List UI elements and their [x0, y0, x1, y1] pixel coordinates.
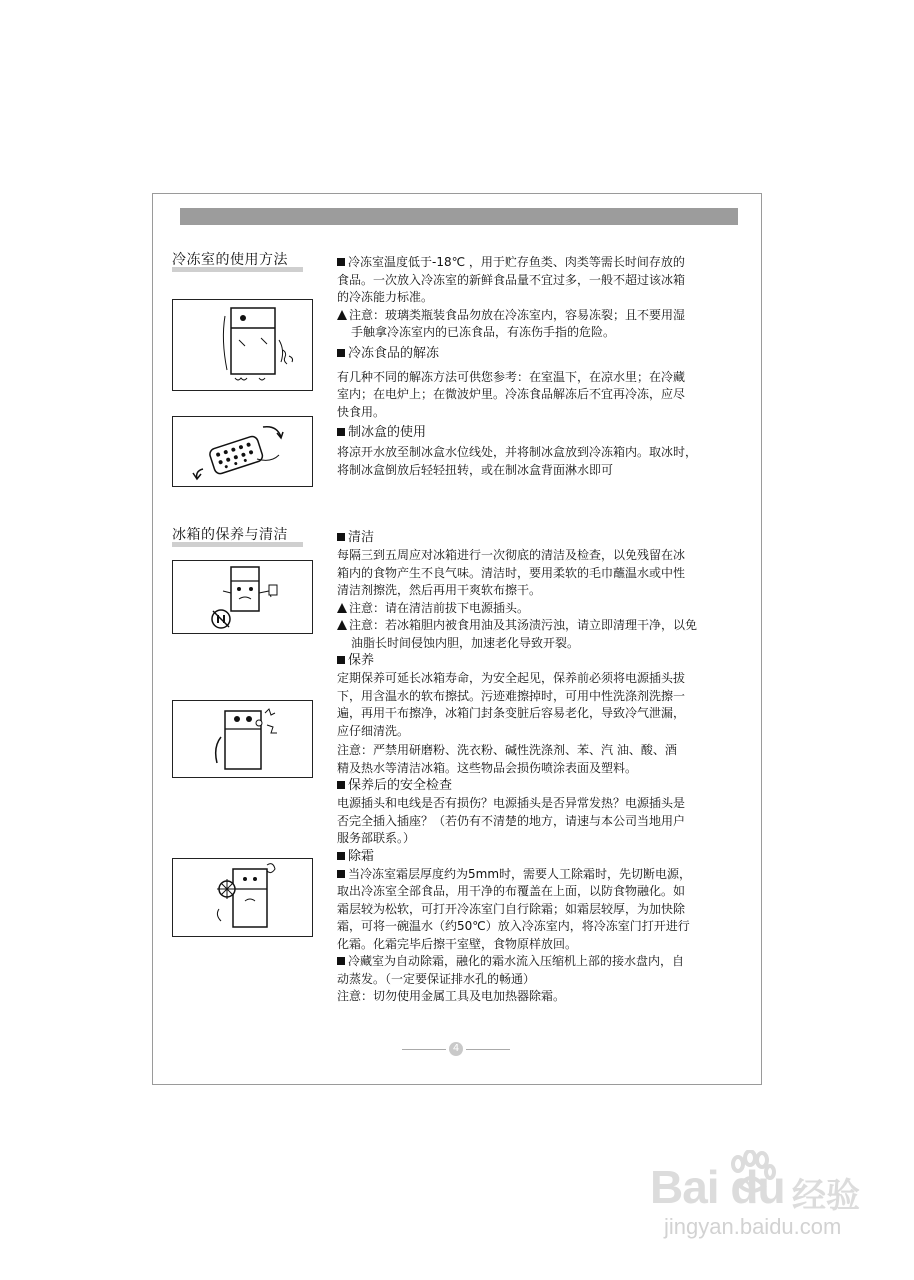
thaw-heading: 冷冻食品的解冻	[348, 345, 440, 361]
illustration-fridge-freezer	[172, 299, 313, 391]
watermark-url: jingyan.baidu.com	[664, 1214, 842, 1239]
illustration-cleaning-unplug	[172, 560, 313, 634]
unplug-icon	[173, 561, 312, 633]
page-number	[402, 1042, 510, 1058]
bullet-square-icon	[337, 656, 345, 664]
bullet-square-icon	[337, 870, 345, 878]
ice-tray-icon	[173, 417, 312, 486]
bullet-square-icon	[337, 533, 345, 541]
bullet-square-icon	[337, 428, 345, 436]
fridge-icon	[173, 300, 312, 390]
defrost-fridge-icon	[173, 859, 312, 936]
ice-tray-heading: 制冰盒的使用	[348, 425, 427, 440]
section-title-text: 冰箱的保养与清洁	[172, 527, 288, 543]
care-heading: 保养	[348, 653, 375, 668]
care-cleaning-block: 清洁 每隔三到五周应对冰箱进行一次彻底的清洁及检查，以免残留在冰 箱内的食物产生不良气味。清洁时，要用柔软的毛巾蘸温水或中性 清洁剂擦洗，然后再用干爽软布擦干。 注意：请在清洁前拔下电源插头。 注意：若冰箱胆内被食用油及其汤渍污浊，请立即清理干净，以免 油脂长时间侵蚀内胆，加速老化导致开裂。 保养 定期保养可延长冰箱寿命，为安全起见，保养前必须将电源插头拔 下，用含温水的软布擦拭。污迹难擦掉时，可用中性洗涤剂洗擦一 遍，再用干布擦净，冰箱门封条变脏后容易老化，导致冷气泄漏， 应仔细清洗。 注意：严禁用研磨粉、洗衣粉、碱性洗涤剂、苯、汽 油、酸、酒 精及热水等清洁冰箱。这些物品会损伤喷涂表面及塑料。 保养后的安全检查 电源插头和电线是否有损伤？电源插头是否异常发热？电源插头是 否完全插入插座？（若仍有不清楚的地方，请速与本公司当地用户 服务部联系。） 除霜 当冷冻室霜层厚度约为5mm时，需要人工除霜时，先切断电源， 取出冷冻室全部食品，用干净的布覆盖在上面，以防食物融化。如 霜层较为松软，可打开冷冻室门自行除霜；如霜层较厚，为加快除 霜，可将一碗温水（约50℃）放入冷冻室内，将冷冻室门打开进行 化霜。化霜完毕后擦干室壁，食物原样放回。 冷藏室为自动除霜，融化的霜水流入压缩机上部的接水盘内，自 动蒸发。（一定要保证排水孔的畅通） 注意：切勿使用金属工具及电加热器除霜。	[337, 530, 698, 1003]
bullet-square-icon	[337, 957, 345, 965]
freezer-usage-block: 冷冻室温度低于-18℃ ，用于贮存鱼类、肉类等需长时间存放的 食品。一次放入冷冻室的新鲜食品量不宜过多，一般不超过该冰箱 的冷冻能力标准。 注意：玻璃类瓶装食品勿放在冷冻室内，容易冻裂；且不要用湿 手触拿冷冻室内的已冻食品，有冻伤手指的危险。 冷冻食品的解冻 有几种不同的解冻方法可供您参考：在室温下，在凉水里；在冷藏 室内；在电炉上；在微波炉里。冷冻食品解冻后不宜再冷冻，应尽 快食用。 制冰盒的使用 将凉开水放至制冰盒水位线处，并将制冰盒放到冷冻箱内。取冰时， 将制冰盒倒放后轻轻扭转，或在制冰盒背面淋水即可	[337, 255, 698, 477]
safety-check-heading: 保养后的安全检查	[348, 778, 453, 793]
baidu-jingyan-watermark	[650, 1150, 900, 1250]
header-bar	[180, 208, 738, 225]
illustration-ice-tray	[172, 416, 313, 487]
warning-icon	[337, 603, 347, 613]
watermark-brand: Bai du	[650, 1161, 785, 1213]
section-title-freezer	[172, 249, 288, 269]
page-number-badge: 4	[449, 1042, 463, 1056]
warning-icon	[337, 310, 347, 320]
bullet-square-icon	[337, 349, 345, 357]
section-title-care	[172, 524, 288, 544]
maintenance-fridge-icon	[173, 701, 312, 777]
illustration-defrost	[172, 858, 313, 937]
cleaning-heading: 清洁	[348, 530, 375, 545]
bullet-square-icon	[337, 852, 345, 860]
illustration-maintenance	[172, 700, 313, 778]
warning-icon	[337, 620, 347, 630]
section-title-text: 冷冻室的使用方法	[172, 252, 288, 268]
bullet-square-icon	[337, 258, 345, 266]
defrost-heading: 除霜	[348, 848, 375, 864]
bullet-square-icon	[337, 781, 345, 789]
watermark-cn: 经验	[792, 1176, 860, 1216]
